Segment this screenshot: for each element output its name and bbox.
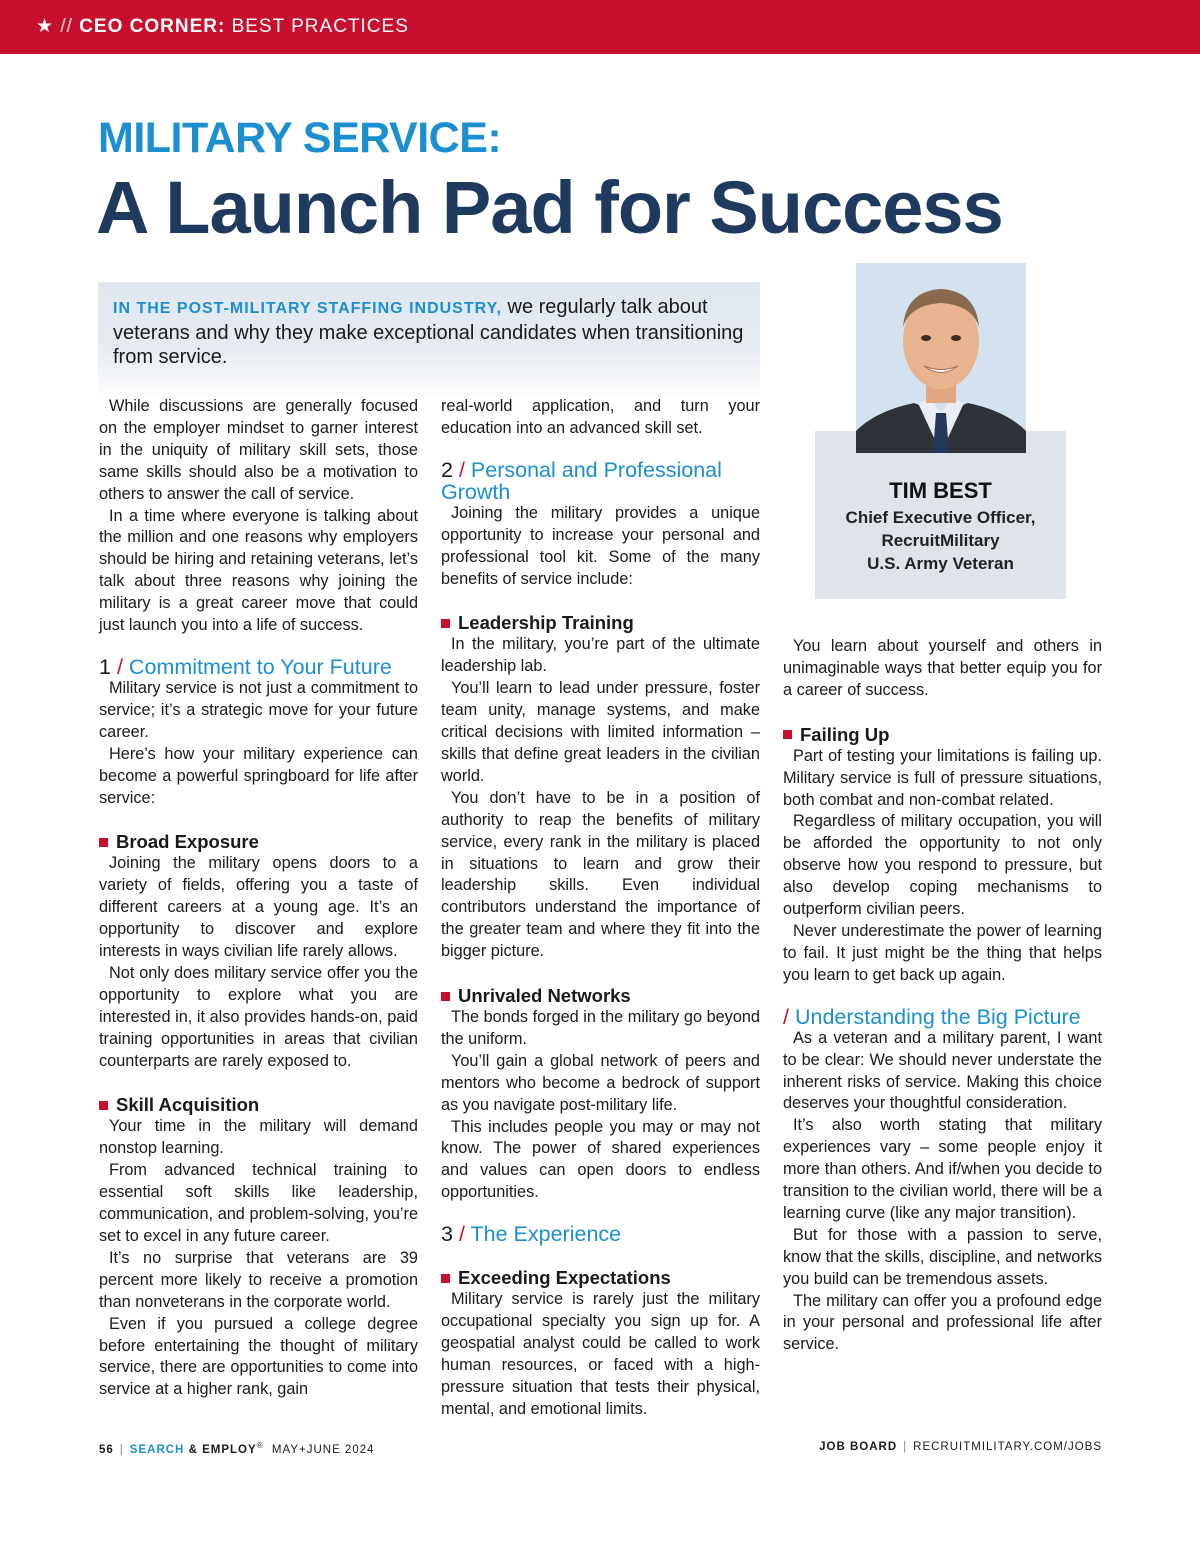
article-kicker: MILITARY SERVICE:	[98, 114, 502, 162]
subheading-exceeding-expectations: Exceeding Expectations	[441, 1267, 760, 1289]
paragraph: Joining the military opens doors to a variety of fields, offering you a taste of different careers at a young age. It’s an opportunity to discover and explore interests in ways civilian life rarely allows.	[99, 854, 418, 961]
red-square-bullet-icon	[99, 1101, 108, 1110]
job-board-url[interactable]: RECRUITMILITARY.COM/JOBS	[913, 1441, 1102, 1453]
paragraph: In a time where everyone is talking about the million and one reasons why employers should be hiring and retaining veterans, let’s talk about three reasons why joining the military is a great career move that could just launch you into a life of success.	[99, 506, 418, 635]
profile-title-1: Chief Executive Officer,	[845, 508, 1036, 527]
profile-title-2: RecruitMilitary	[881, 531, 1000, 550]
magazine-name-rest: & EMPLOY	[188, 1443, 257, 1456]
star-icon: ★	[36, 16, 55, 37]
paragraph: It’s no surprise that veterans are 39 percent more likely to receive a promotion than nonveterans in the corporate world.	[99, 1248, 418, 1311]
paragraph: You don’t have to be in a position of authority to reap the benefits of military service, every rank in the military is placed in situations to learn and grow their leadership skills. Even individual contributors understand the importance of the greater team and where they fit into the bigger picture.	[441, 788, 760, 961]
paragraph: You learn about yourself and others in unimaginable ways that better equip you for a career of success.	[783, 637, 1102, 699]
section-heading-3: 3 / The Experience	[441, 1222, 622, 1247]
intro-body: we regularly talk about veterans and why they make exceptional candidates when transitioning from service.	[113, 296, 744, 368]
paragraph: From advanced technical training to essential soft skills like leadership, communication, and problem-solving, you’re set to excel in any future career.	[99, 1161, 418, 1245]
paragraph: Military service is rarely just the military occupational specialty you sign up for. A geospatial analyst could be called to work human resources, or faced with a high-pressure situation that tests their physical, mental, and emotional limits.	[441, 1290, 760, 1418]
profile-name: TIM BEST	[889, 478, 992, 503]
paragraph: Part of testing your limitations is failing up. Military service is full of pressure situations, both combat and non-combat related.	[783, 746, 1102, 809]
paragraph: Regardless of military occupation, you will be afforded the opportunity to not only observe how you respond to pressure, but also develop coping mechanisms to outperform civilian peers.	[783, 812, 1102, 919]
red-square-bullet-icon	[99, 838, 108, 847]
red-square-bullet-icon	[783, 730, 792, 739]
intro-text	[113, 295, 745, 369]
job-board-label: JOB BOARD	[819, 1441, 898, 1453]
footer-left: 56 | SEARCH & EMPLOY® MAY+JUNE 2024	[99, 1441, 375, 1456]
paragraph: While discussions are generally focused on the employer mindset to garner interest in the uniquity of military skill sets, those same skills should also be a motivation to others to answer the call of service.	[99, 397, 418, 503]
page-number: 56	[99, 1443, 114, 1456]
profile-title-3: U.S. Army Veteran	[867, 554, 1014, 573]
paragraph: This includes people you may or may not know. The power of shared experiences and values can open doors to endless opportunities.	[441, 1117, 760, 1202]
red-square-bullet-icon	[441, 1274, 450, 1283]
column-1	[99, 396, 418, 1401]
section-heading-2: 2 / Personal and Professional Growth	[441, 457, 722, 504]
profile-details	[815, 478, 1066, 575]
paragraph: Here’s how your military experience can become a powerful springboard for life after service:	[99, 744, 418, 807]
subheading-skill-acquisition: Skill Acquisition	[99, 1094, 418, 1116]
paragraph: In the military, you’re part of the ultimate leadership lab.	[441, 635, 760, 676]
paragraph: The bonds forged in the military go beyond the uniform.	[441, 1008, 760, 1048]
magazine-name-search: SEARCH	[129, 1443, 185, 1456]
paragraph: Joining the military provides a unique opportunity to increase your personal and professional tool kit. Some of the many benefits of service include:	[441, 503, 760, 588]
paragraph: Not only does military service offer you the opportunity to explore what you are interested in, it also provides hands-on, paid training opportunities in areas that civilian counterparts are rarely exposed to.	[99, 963, 418, 1070]
ceo-portrait	[856, 263, 1026, 453]
subheading-unrivaled-networks: Unrivaled Networks	[441, 985, 760, 1007]
red-square-bullet-icon	[441, 992, 450, 1001]
intro-box	[98, 282, 760, 400]
paragraph: It’s also worth stating that military experiences vary – some people enjoy it more than others. And if/when you decide to transition to the civilian world, there will be a learning curve (like any major transition).	[783, 1116, 1102, 1222]
column-3	[783, 636, 1102, 1356]
banner-topic: BEST PRACTICES	[231, 16, 409, 37]
paragraph: As a veteran and a military parent, I want to be clear: We should never understate the inherent risks of service. Making this choice deserves your thoughtful consideration.	[783, 1028, 1102, 1113]
banner-slashes: //	[60, 16, 73, 37]
paragraph: Never underestimate the power of learning to fail. It just might be the thing that helps you learn to get back up again.	[783, 921, 1102, 984]
subheading-leadership-training: Leadership Training	[441, 612, 760, 634]
paragraph: The military can offer you a profound edge in your personal and professional life after service.	[783, 1291, 1102, 1354]
paragraph: You’ll learn to lead under pressure, foster team unity, manage systems, and make critical decisions with limited information – skills that define great leaders in the civilian world.	[441, 679, 760, 785]
paragraph: Military service is not just a commitment to service; it’s a strategic move for your future career.	[99, 678, 418, 741]
paragraph: Your time in the military will demand nonstop learning.	[99, 1117, 418, 1158]
portrait-illustration	[856, 263, 1026, 453]
footer-right: JOB BOARD | RECRUITMILITARY.COM/JOBS	[819, 1441, 1102, 1453]
paragraph: You’ll gain a global network of peers and mentors who become a bedrock of support as you navigate post-military life.	[441, 1051, 760, 1114]
subheading-failing-up: Failing Up	[783, 724, 1102, 746]
section-heading-4: / Understanding the Big Picture	[783, 1004, 1081, 1029]
paragraph: But for those with a passion to serve, know that the skills, discipline, and networks you build can be tremendous assets.	[783, 1225, 1102, 1288]
paragraph: real-world application, and turn your education into an advanced skill set.	[441, 397, 760, 437]
section-heading-1: 1 / Commitment to Your Future	[99, 654, 392, 679]
paragraph: Even if you pursued a college degree before entertaining the thought of military service, there are opportunities to come into service at a higher rank, gain	[99, 1314, 418, 1399]
banner-section: CEO CORNER:	[79, 16, 226, 37]
section-banner	[0, 0, 1200, 54]
article-headline: A Launch Pad for Success	[96, 166, 1003, 249]
intro-lead: IN THE POST-MILITARY STAFFING INDUSTRY,	[113, 300, 502, 317]
subheading-broad-exposure: Broad Exposure	[99, 831, 418, 853]
column-2	[441, 396, 760, 1421]
issue-date: MAY+JUNE 2024	[271, 1443, 375, 1456]
red-square-bullet-icon	[441, 619, 450, 628]
